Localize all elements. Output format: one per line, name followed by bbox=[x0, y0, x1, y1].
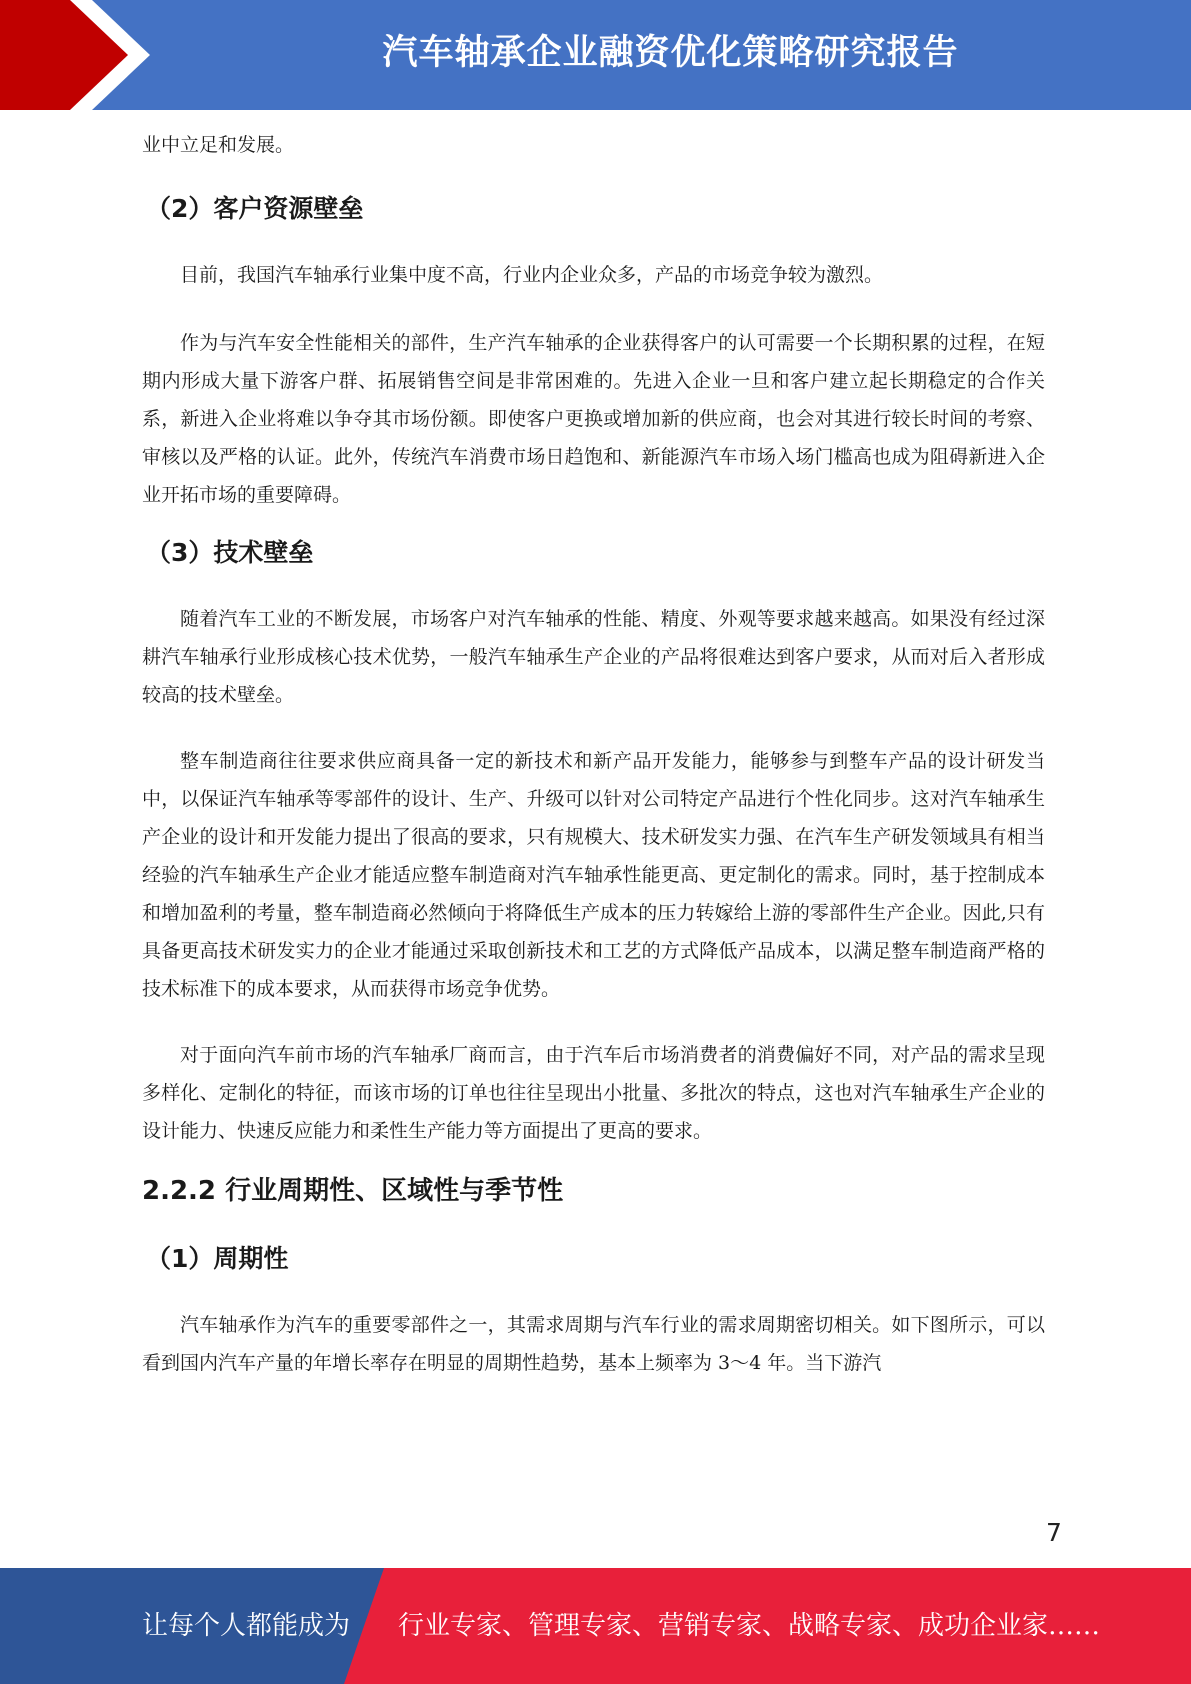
heading-customer-barrier: （2）客户资源壁垒 bbox=[146, 194, 364, 223]
page-number: 7 bbox=[1046, 1518, 1062, 1547]
page-header bbox=[0, 0, 1191, 110]
paragraph: 目前，我国汽车轴承行业集中度不高，行业内企业众多，产品的市场竞争较为激烈。 bbox=[180, 264, 884, 286]
report-title: 汽车轴承企业融资优化策略研究报告 bbox=[382, 33, 959, 73]
footer-slogan-left: 让每个人都能成为 bbox=[142, 1611, 351, 1641]
heading-cyclicality: （1）周期性 bbox=[146, 1244, 289, 1273]
paragraph: 随着汽车工业的不断发展，市场客户对汽车轴承的性能、精度、外观等要求越来越高。如果没有经过深耕汽车轴承行业形成核心技术优势，一般汽车轴承生产企业的产品将很难达到客户要求，从而对后入者形成较高的技术壁垒。 bbox=[142, 608, 1045, 706]
page-content bbox=[142, 126, 1045, 1382]
section-heading-2-2-2: 2.2.2 行业周期性、区域性与季节性 bbox=[142, 1176, 564, 1206]
paragraph: 汽车轴承作为汽车的重要零部件之一，其需求周期与汽车行业的需求周期密切相关。如下图所示，可以看到国内汽车产量的年增长率存在明显的周期性趋势，基本上频率为 3～4 年。当下游汽 bbox=[142, 1314, 1045, 1374]
paragraph: 作为与汽车安全性能相关的部件，生产汽车轴承的企业获得客户的认可需要一个长期积累的过程，在短期内形成大量下游客户群、拓展销售空间是非常困难的。先进入企业一旦和客户建立起长期稳定的合作关系，新进入企业将难以争夺其市场份额。即使客户更换或增加新的供应商，也会对其进行较长时间的考察、审核以及严格的认证。此外，传统汽车消费市场日趋饱和、新能源汽车市场入场门槛高也成为阻碍新进入企业开拓市场的重要障碍。 bbox=[142, 332, 1045, 506]
paragraph-continuation: 业中立足和发展。 bbox=[142, 134, 295, 156]
page-footer bbox=[0, 1568, 1191, 1684]
footer-slogan-right: 行业专家、管理专家、营销专家、战略专家、成功企业家…… bbox=[398, 1611, 1101, 1641]
paragraph: 整车制造商往往要求供应商具备一定的新技术和新产品开发能力，能够参与到整车产品的设计研发当中，以保证汽车轴承等零部件的设计、生产、升级可以针对公司特定产品进行个性化同步。这对汽车轴承生产企业的设计和开发能力提出了很高的要求，只有规模大、技术研发实力强、在汽车生产研发领域具有相当经验的汽车轴承生产企业才能适应整车制造商对汽车轴承性能更高、更定制化的需求。同时，基于控制成本和增加盈利的考量，整车制造商必然倾向于将降低生产成本的压力转嫁给上游的零部件生产企业。因此,只有具备更高技术研发实力的企业才能通过采取创新技术和工艺的方式降低产品成本，以满足整车制造商严格的技术标准下的成本要求，从而获得市场竞争优势。 bbox=[142, 750, 1045, 1000]
heading-tech-barrier: （3）技术壁垒 bbox=[146, 538, 314, 567]
paragraph: 对于面向汽车前市场的汽车轴承厂商而言，由于汽车后市场消费者的消费偏好不同，对产品的需求呈现多样化、定制化的特征，而该市场的订单也往往呈现出小批量、多批次的特点，这也对汽车轴承生产企业的设计能力、快速反应能力和柔性生产能力等方面提出了更高的要求。 bbox=[142, 1044, 1045, 1142]
